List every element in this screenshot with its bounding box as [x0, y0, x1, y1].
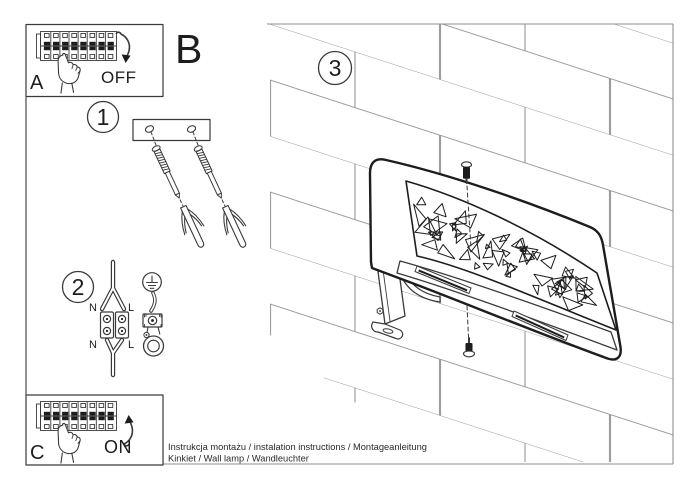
box-c-label: C: [30, 442, 45, 464]
footer-line-1: Instrukcja montażu / instalation instructions / Montageanleitung: [168, 442, 427, 452]
live-label-top: L: [128, 302, 135, 314]
neutral-label-bottom: N: [89, 339, 97, 351]
wire-terminal-block: [101, 312, 129, 338]
ground-symbol-icon: [143, 273, 162, 292]
power-off-box: [26, 25, 163, 97]
live-label-bottom: L: [128, 339, 135, 351]
step-2-wiring: [63, 262, 164, 375]
step-3-badge: [319, 52, 352, 85]
off-label: OFF: [101, 68, 137, 87]
step-1-mounting: [88, 102, 254, 252]
step-1-number: 1: [96, 104, 110, 130]
step-2-number: 2: [71, 274, 85, 300]
box-a-label: A: [30, 72, 44, 94]
step-3-number: 3: [328, 55, 342, 81]
power-on-box: [26, 395, 163, 465]
section-b-label: B: [175, 26, 203, 72]
on-label: ON: [104, 437, 132, 457]
mounting-plate: [133, 120, 210, 141]
neutral-label-top: N: [89, 302, 97, 314]
ground-clamp-icon: [143, 293, 164, 356]
footer-line-2: Kinkiet / Wall lamp / Wandleuchter: [168, 453, 309, 464]
footer-title-block: [168, 442, 427, 464]
